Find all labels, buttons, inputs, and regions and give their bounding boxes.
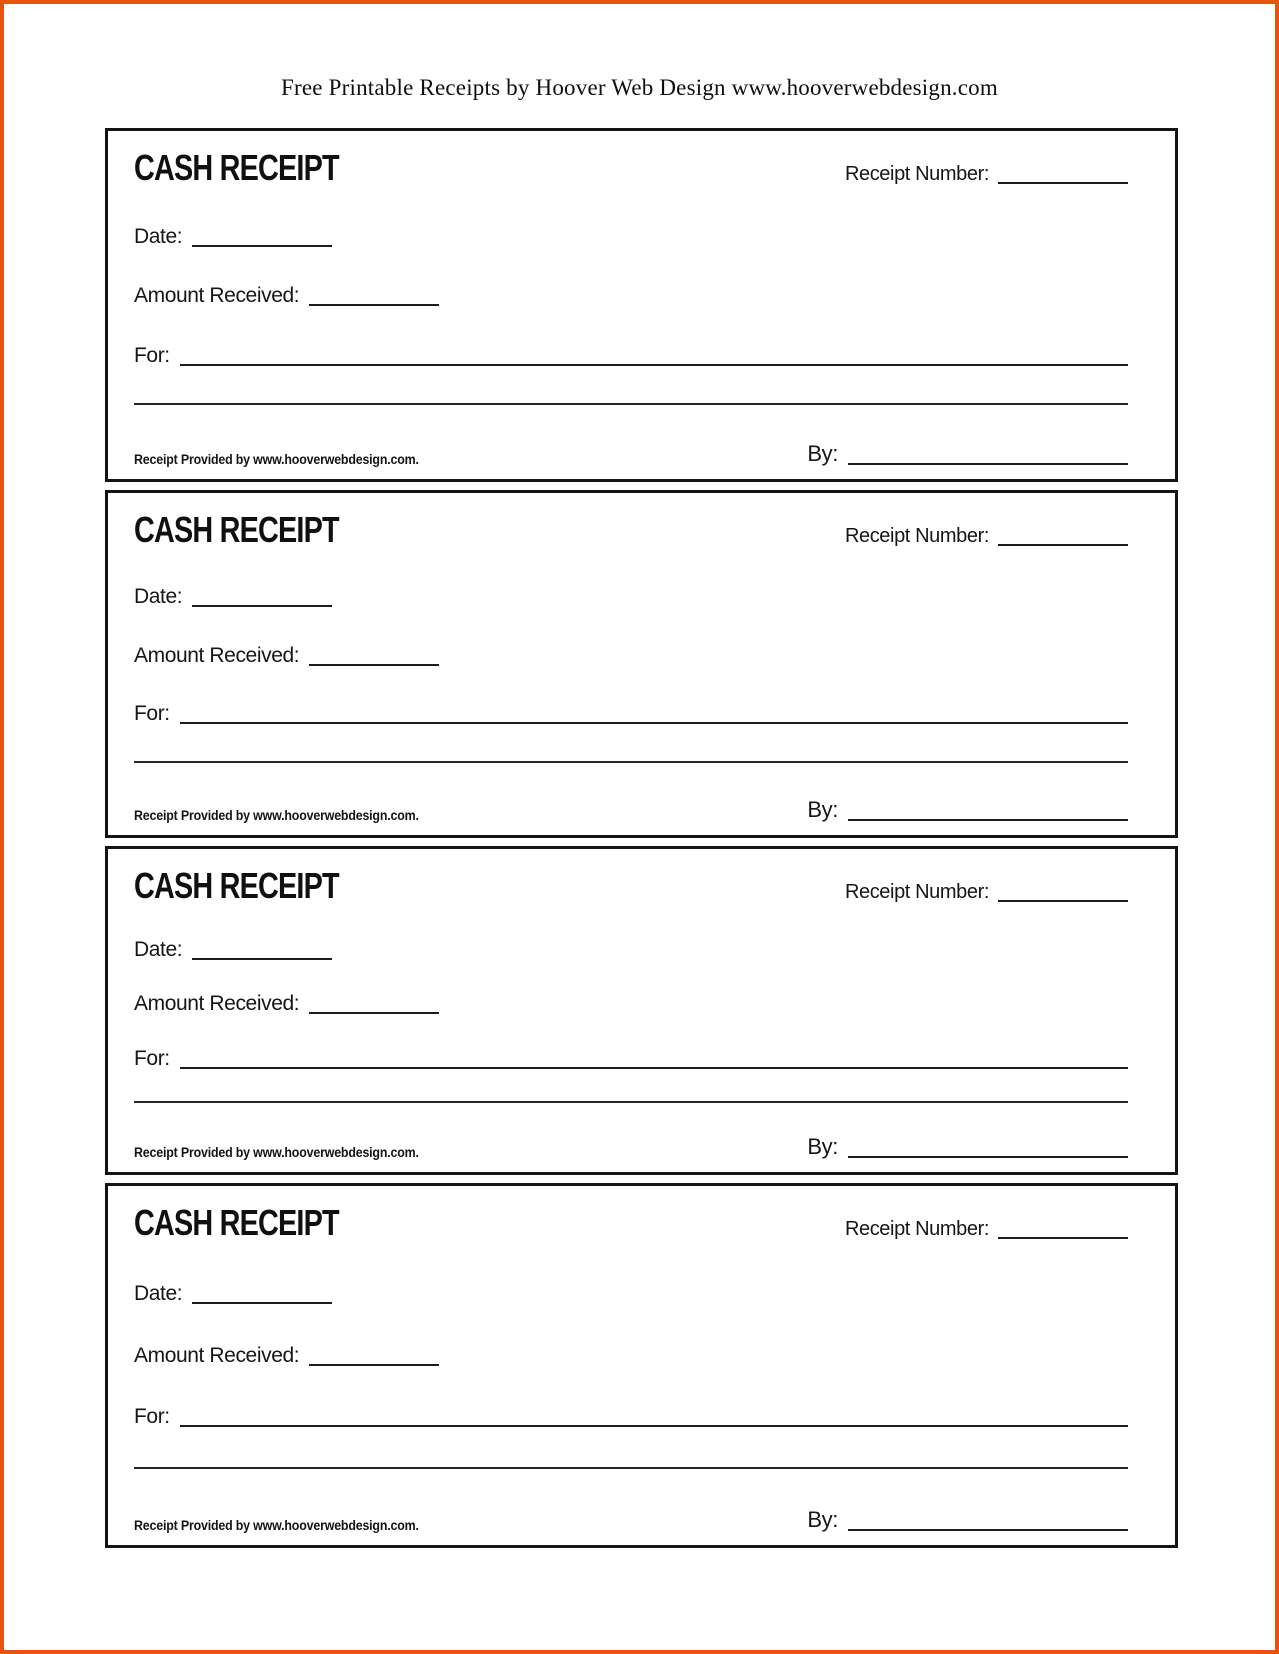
by-group (807, 441, 1128, 467)
receipt-number-blank-line (998, 544, 1128, 546)
by-blank-line (848, 819, 1128, 821)
by-label: By: (807, 796, 838, 822)
provided-by-note: Receipt Provided by www.hooverwebdesign.com. (134, 1517, 419, 1533)
receipt-footer-row (134, 1507, 1128, 1533)
receipt-number-group (845, 163, 1128, 186)
by-group (807, 797, 1128, 823)
date-blank-line (192, 958, 332, 960)
receipt-header-row (134, 865, 1128, 907)
for-label: For: (134, 702, 170, 726)
by-blank-line (848, 1529, 1128, 1531)
receipt-number-label: Receipt Number: (844, 1218, 989, 1240)
receipts-container (105, 128, 1178, 1548)
receipt-number-group (845, 525, 1128, 548)
receipt-number-blank-line (998, 182, 1128, 184)
for-label: For: (134, 1405, 170, 1429)
receipt-number-blank-line (998, 1237, 1128, 1239)
receipt-header-row (134, 1202, 1128, 1244)
provided-by-note: Receipt Provided by www.hooverwebdesign.com. (134, 807, 419, 823)
cash-receipt-block (105, 490, 1178, 838)
receipt-footer-row (134, 797, 1128, 823)
for-row (134, 702, 1128, 726)
by-group (807, 1134, 1128, 1160)
receipt-number-blank-line (998, 900, 1128, 902)
amount-received-blank-line (309, 664, 439, 666)
receipt-header-row (134, 509, 1128, 551)
for-blank-line (180, 1067, 1128, 1069)
amount-received-row (134, 644, 1128, 668)
date-row (134, 1282, 1128, 1306)
amount-received-row (134, 992, 1128, 1016)
amount-received-row (134, 1344, 1128, 1368)
receipt-number-label: Receipt Number: (844, 163, 989, 185)
by-group (807, 1507, 1128, 1533)
date-label: Date: (134, 1281, 183, 1305)
by-blank-line (848, 1156, 1128, 1158)
for-blank-line (180, 722, 1128, 724)
for-continuation-line (134, 1467, 1128, 1469)
amount-received-blank-line (309, 304, 439, 306)
amount-received-blank-line (309, 1364, 439, 1366)
amount-received-label: Amount Received: (134, 1343, 300, 1367)
cash-receipt-block (105, 846, 1178, 1175)
date-label: Date: (134, 585, 183, 609)
for-row (134, 1405, 1128, 1429)
for-continuation-line (134, 761, 1128, 763)
amount-received-label: Amount Received: (134, 992, 300, 1016)
by-label: By: (807, 1506, 838, 1532)
date-row (134, 585, 1128, 609)
cash-receipt-block (105, 128, 1178, 482)
receipt-number-group (845, 881, 1128, 904)
page-header-title: Free Printable Receipts by Hoover Web Design www.hooverwebdesign.com (281, 75, 998, 100)
for-label: For: (134, 1046, 170, 1070)
for-continuation-line (134, 403, 1128, 405)
provided-by-note: Receipt Provided by www.hooverwebdesign.com. (134, 1144, 419, 1160)
receipt-header-row (134, 147, 1128, 189)
amount-received-row (134, 284, 1128, 308)
by-label: By: (807, 440, 838, 466)
receipt-footer-row (134, 1134, 1128, 1160)
for-row (134, 1047, 1128, 1071)
provided-by-note: Receipt Provided by www.hooverwebdesign.com. (134, 451, 419, 467)
receipt-number-label: Receipt Number: (844, 881, 989, 903)
date-label: Date: (134, 937, 183, 961)
receipt-title: CASH RECEIPT (134, 509, 339, 550)
for-continuation-line (134, 1101, 1128, 1103)
amount-received-label: Amount Received: (134, 643, 300, 667)
date-blank-line (192, 1302, 332, 1304)
receipt-title: CASH RECEIPT (134, 1202, 339, 1243)
date-blank-line (192, 245, 332, 247)
receipt-footer-row (134, 441, 1128, 467)
receipt-number-group (845, 1218, 1128, 1241)
receipt-title: CASH RECEIPT (134, 865, 339, 906)
for-row (134, 344, 1128, 368)
for-label: For: (134, 343, 170, 367)
by-label: By: (807, 1133, 838, 1159)
date-row (134, 938, 1128, 962)
amount-received-label: Amount Received: (134, 284, 300, 308)
by-blank-line (848, 463, 1128, 465)
cash-receipt-block (105, 1183, 1178, 1548)
amount-received-blank-line (309, 1012, 439, 1014)
date-label: Date: (134, 224, 183, 248)
receipt-number-label: Receipt Number: (844, 525, 989, 547)
for-blank-line (180, 1425, 1128, 1427)
date-blank-line (192, 605, 332, 607)
for-blank-line (180, 364, 1128, 366)
date-row (134, 225, 1128, 249)
receipt-title: CASH RECEIPT (134, 147, 339, 188)
